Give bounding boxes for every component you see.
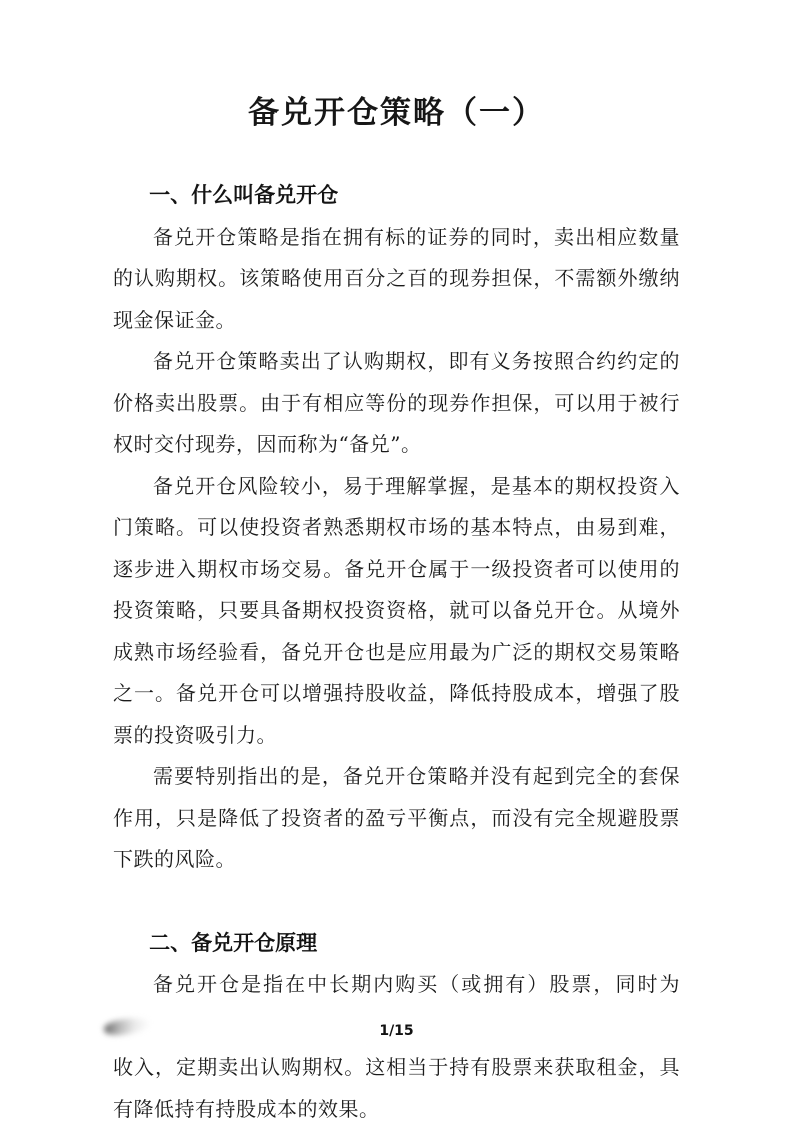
document-body	[113, 175, 680, 1122]
section1-paragraph-3: 备兑开仓风险较小，易于理解掌握，是基本的期权投资入门策略。可以使投资者熟悉期权市场的基本特点，由易到难，逐步进入期权市场交易。备兑开仓属于一级投资者可以使用的投资策略，只要具备期权投资资格，就可以备兑开仓。从境外成熟市场经验看，备兑开仓也是应用最为广泛的期权交易策略之一。备兑开仓可以增强持股收益，降低持股成本，增强了股票的投资吸引力。	[113, 473, 680, 747]
section1-paragraph-4: 需要特别指出的是，备兑开仓策略并没有起到完全的套保作用，只是降低了投资者的盈亏平衡点，而没有完全规避股票下跌的风险。	[113, 764, 680, 871]
page-number: 1/15	[379, 1023, 414, 1039]
section2-paragraph-rest: 收入，定期卖出认购期权。这相当于持有股票来获取租金，具有降低持有持股成本的效果。	[113, 1055, 680, 1121]
section1-heading: 一、什么叫备兑开仓	[149, 183, 339, 207]
section2-paragraph-line1-text: 备兑开仓是指在中长期内购买（或拥有）股票，同时为	[153, 972, 680, 996]
document-title: 备兑开仓策略（一）	[248, 95, 545, 131]
section2-heading: 二、备兑开仓原理	[149, 930, 318, 955]
section1-paragraph-1: 备兑开仓策略是指在拥有标的证券的同时，卖出相应数量的认购期权。该策略使用百分之百的现券担保，不需额外缴纳现金保证金。	[113, 224, 680, 332]
section1-paragraph-2: 备兑开仓策略卖出了认购期权，即有义务按照合约约定的价格卖出股票。由于有相应等份的现券作担保，可以用于被行权时交付现券，因而称为“备兑”。	[113, 349, 680, 456]
